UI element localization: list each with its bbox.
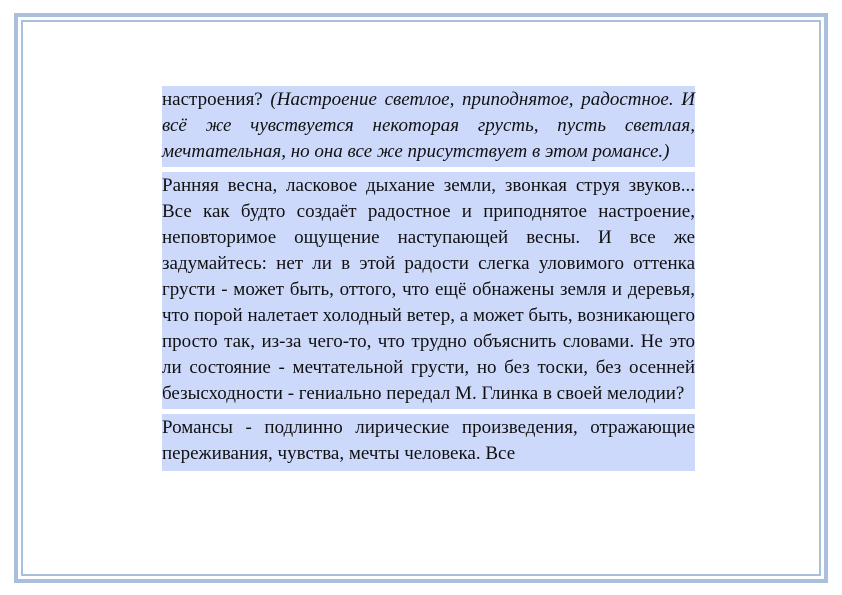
paragraph-description: Ранняя весна, ласковое дыхание земли, звонкая струя звуков... Все как будто создаёт радостное и приподнятое настроение, неповторимое ощущение наступающей весны. И все же задумайтесь: нет ли в этой радости слегка уловимого оттенка грусти - может быть, оттого, что ещё обнажены земля и деревья, что порой налетает холодный ветер, а может быть, возникающего просто так, из-за чего-то, что трудно объяснить словами. Не это ли состояние - мечтательной грусти, но без тоски, без осенней безысходности - гениально передал М. Глинка в своей мелодии? (162, 167, 695, 409)
paragraph-romances: Романсы - подлинно лирические произведения, отражающие переживания, чувства, мечты человека. Все (162, 409, 695, 471)
paragraph-question (162, 86, 695, 167)
answer-text: (Настроение светлое, приподнятое, радостное. И всё же чувствуется некоторая грусть, пусть светлая, мечтательная, но она все же присутствует в этом романсе.) (162, 89, 695, 162)
question-text: настроения? (162, 89, 263, 110)
slide-text-block (162, 86, 695, 471)
